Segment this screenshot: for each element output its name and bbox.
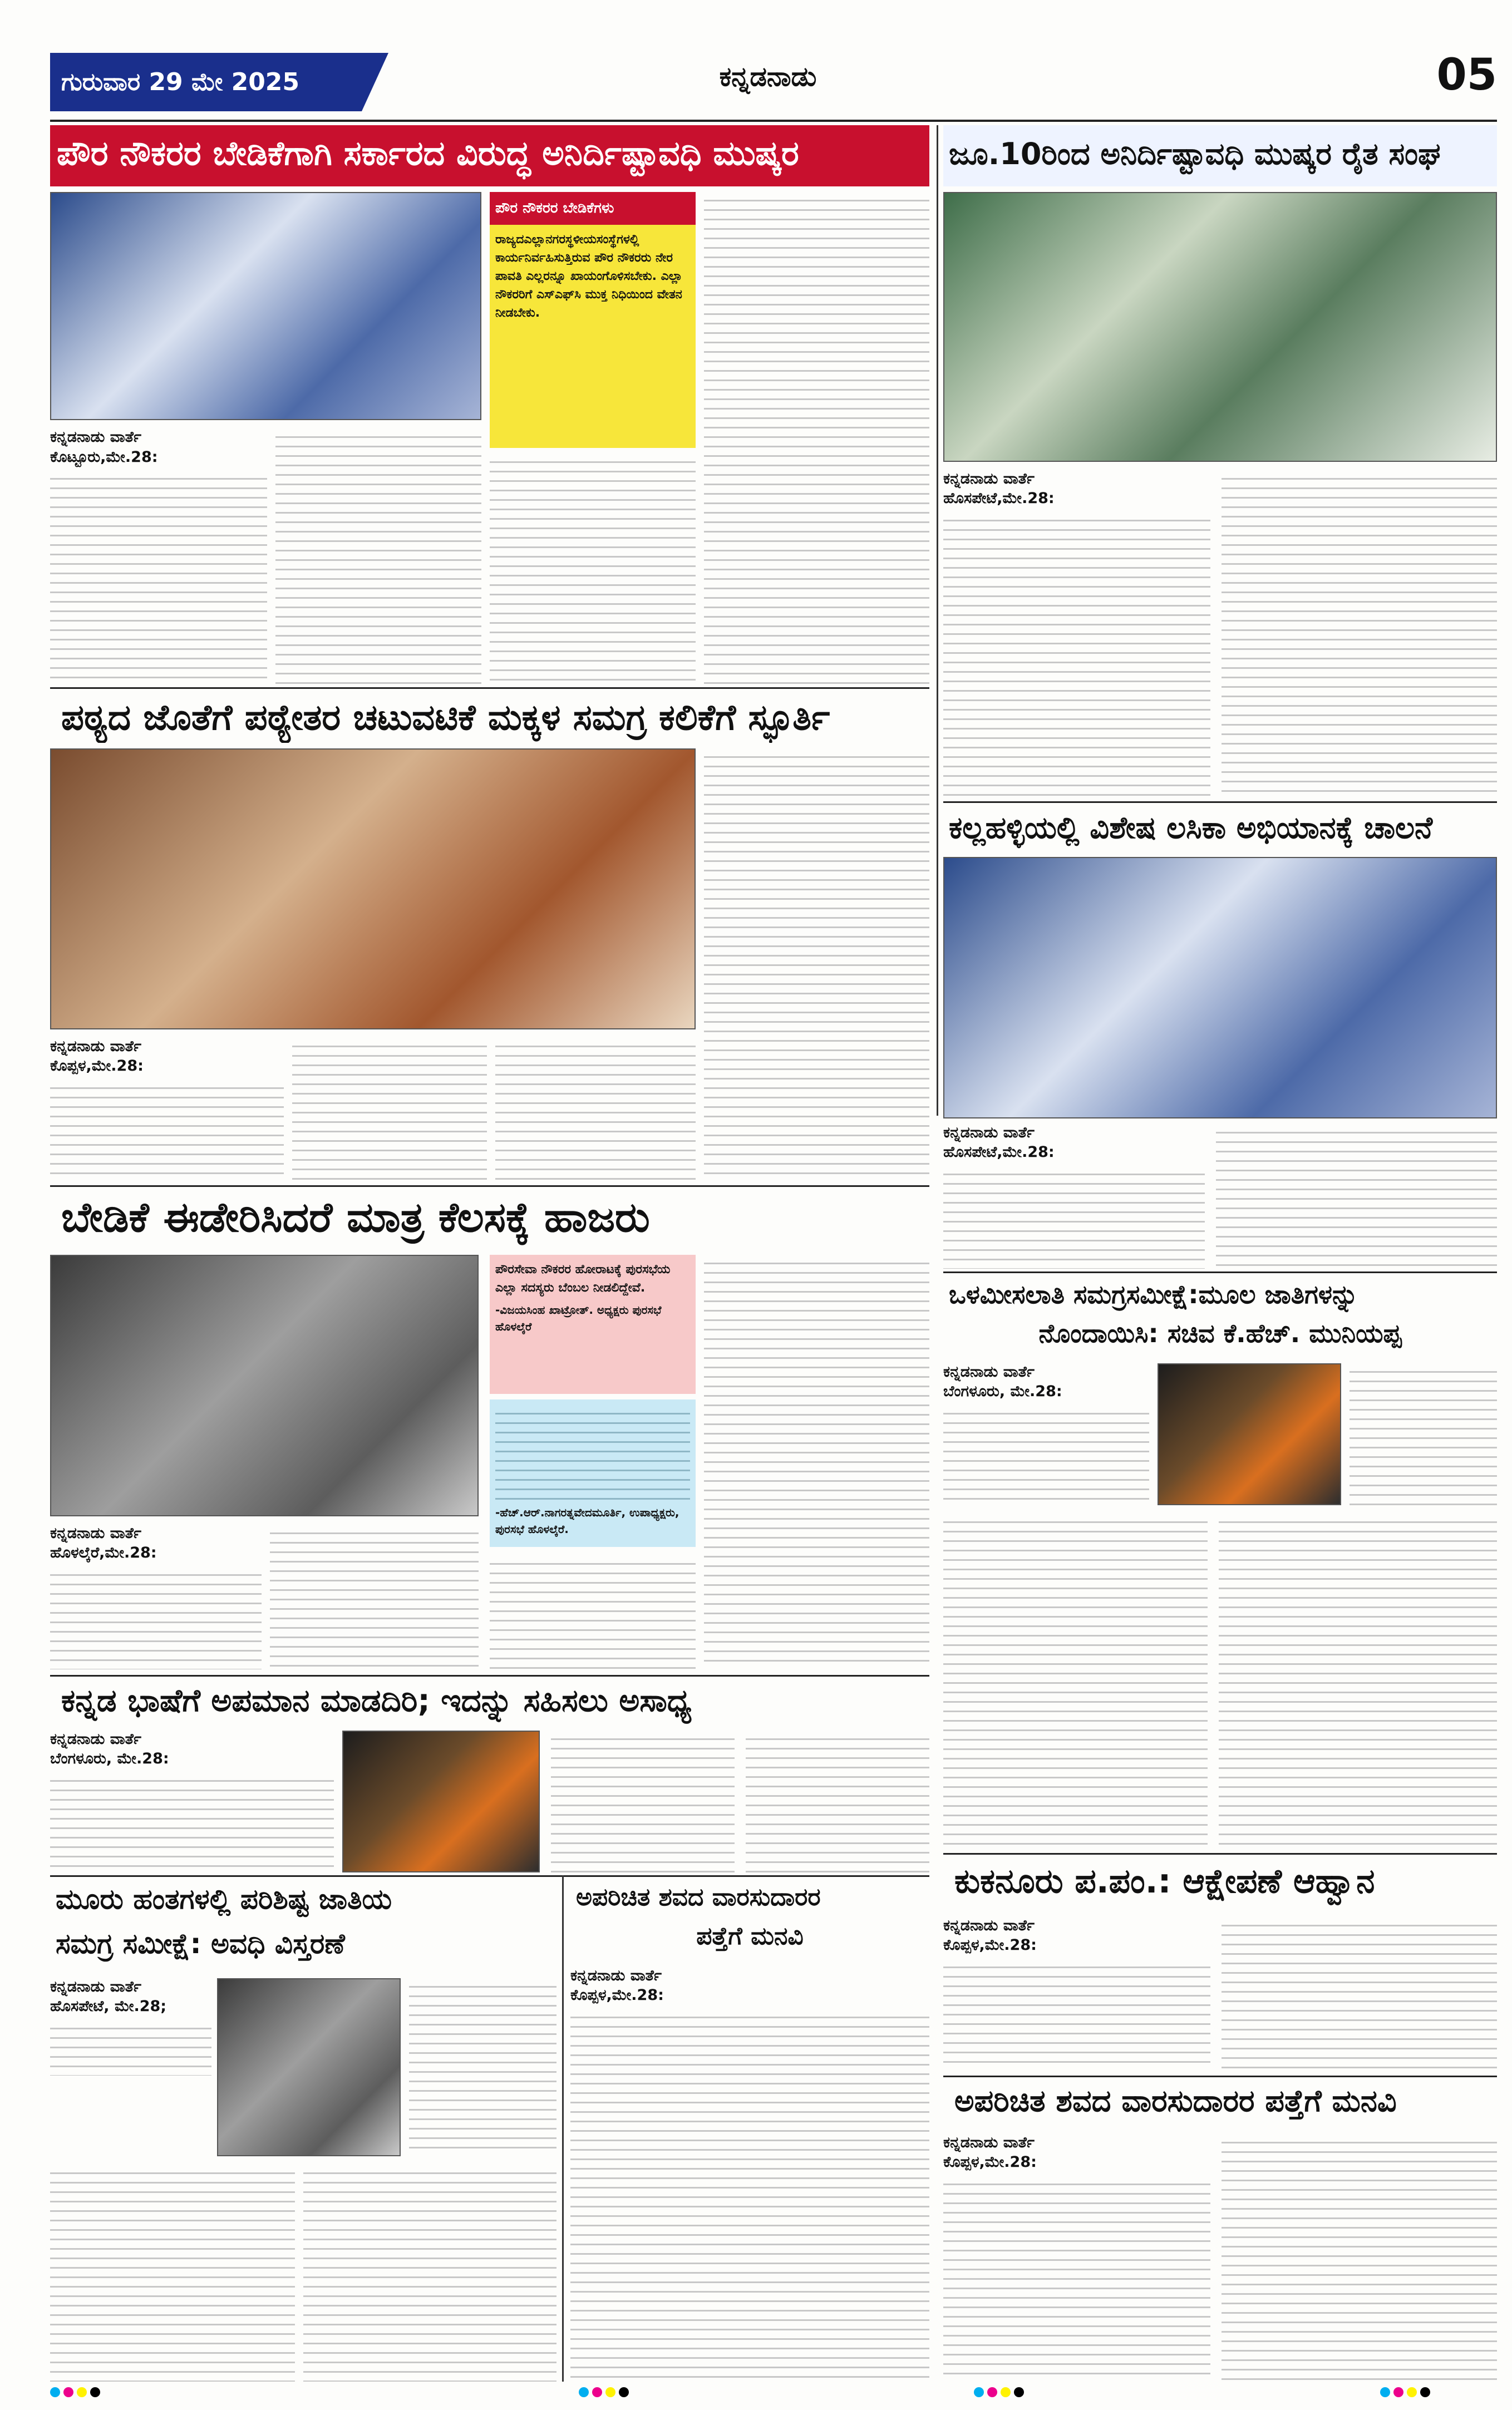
- story10-headline-line1: ಅಪರಿಚಿತ ಶವದ ವಾರಸುದಾರರ: [576, 1883, 821, 1911]
- print-registration-marks: [0, 2387, 1512, 2404]
- story3-body-col4: [704, 748, 929, 1180]
- story5-headline: ಬೇಡಿಕೆ ಈಡೇರಿಸಿದರೆ ಮಾತ್ರ ಕೆಲಸಕ್ಕೆ ಹಾಜರು: [61, 1194, 650, 1241]
- story3-headline: ಪಠ್ಯದ ಜೊತೆಗೆ ಪಠ್ಯೇತರ ಚಟುವಟಿಕೆ ಮಕ್ಕಳ ಸಮಗ್ರ ಕಲಿಕೆಗೆ ಸ್ಫೂರ್ತಿ: [61, 697, 830, 738]
- story11-body-col2: [1222, 2134, 1497, 2382]
- column-divider: [937, 125, 938, 1116]
- story7-byline: ಕನ್ನಡನಾಡು ವಾರ್ತೆ: [50, 1731, 141, 1748]
- story2-photo: [943, 192, 1497, 462]
- story9-body-col2b: [303, 2165, 556, 2382]
- story1-dateline: ಕೊಟ್ಟೂರು,ಮೇ.28:: [50, 449, 158, 466]
- story2-body-col1: [943, 512, 1210, 799]
- story7-body-col2: [551, 1731, 735, 1872]
- story11-dateline: ಕೊಪ್ಪಳ,ಮೇ.28:: [943, 2153, 1037, 2171]
- story7-photo: [342, 1731, 540, 1872]
- story9-byline: ಕನ್ನಡನಾಡು ವಾರ್ತೆ: [50, 1978, 141, 1995]
- story3-byline: ಕನ್ನಡನಾಡು ವಾರ್ತೆ: [50, 1038, 141, 1055]
- story1-photo: [50, 192, 481, 420]
- story7-dateline: ಬೆಂಗಳೂರು, ಮೇ.28:: [50, 1750, 169, 1767]
- story5-byline: ಕನ್ನಡನಾಡು ವಾರ್ತೆ: [50, 1525, 141, 1542]
- story9-body-col2: [409, 1978, 556, 2156]
- story11-headline: ಅಪರಿಚಿತ ಶವದ ವಾರಸುದಾರರ ಪತ್ತೆಗೆ ಮನವಿ: [954, 2083, 1397, 2118]
- story10-dateline: ಕೊಪ್ಪಳ,ಮೇ.28:: [570, 1987, 664, 2004]
- story10-headline-line2: ಪತ್ತೆಗೆ ಮನವಿ: [696, 1922, 804, 1950]
- story9-photo: [217, 1978, 401, 2156]
- masthead-rule: [50, 120, 1497, 122]
- story5-quote2: [490, 1399, 696, 1547]
- story6-headline-line2: ನೊಂದಾಯಿಸಿ: ಸಚಿವ ಕೆ.ಹೆಚ್. ಮುನಿಯಪ್ಪ: [1038, 1318, 1402, 1348]
- story5-body-col4: [704, 1255, 929, 1669]
- story4-byline: ಕನ್ನಡನಾಡು ವಾರ್ತೆ: [943, 1124, 1035, 1141]
- story1-body-col2: [275, 428, 481, 684]
- story6-body-col1a: [943, 1405, 1149, 1505]
- column-divider-2: [562, 1875, 564, 2382]
- story5-quote1-text: ಪೌರಸೇವಾ ನೌಕರರ ಹೋರಾಟಕ್ಕೆ ಪುರಸಭೆಯ ಎಲ್ಲಾ ಸದಸ್ಯರು ಬೆಂಬಲ ನೀಡಲಿದ್ದೇವೆ.: [495, 1263, 671, 1295]
- story7-body-col3: [746, 1731, 929, 1872]
- story1-demands-box: [490, 192, 696, 448]
- story5-dateline: ಹೊಳಲ್ಕೆರೆ,ಮೇ.28:: [50, 1544, 157, 1561]
- newspaper-name: ಕನ್ನಡನಾಡು: [719, 61, 817, 92]
- story5-quote1-author: -ವಿಜಯಸಿಂಹ ಖಾಟ್ರೋತ್‌. ಅಧ್ಯಕ್ಷರು ಪುರಸಭೆ ಹೊಳಲ್ಕೆರೆ: [495, 1303, 662, 1333]
- story7-body-col1: [50, 1772, 334, 1872]
- story8-headline: ಕುಕನೂರು ಪ.ಪಂ.: ಆಕ್ಷೇಪಣೆ ಆಹ್ವಾನ: [954, 1862, 1375, 1901]
- story5-quote1: [490, 1255, 696, 1394]
- story9-dateline: ಹೊಸಪೇಟೆ, ಮೇ.28;: [50, 1998, 167, 2015]
- story2-headline: ಜೂ.10ರಿಂದ ಅನಿರ್ದಿಷ್ಟಾವಧಿ ಮುಷ್ಕರ ರೈತ ಸಂಘ: [943, 125, 1497, 186]
- page-number: 05: [1436, 50, 1497, 100]
- story6-photo: [1158, 1363, 1341, 1505]
- date-bar: [50, 53, 362, 111]
- story3-dateline: ಕೊಪ್ಪಳ,ಮೇ.28:: [50, 1057, 144, 1075]
- story3-body-col3: [495, 1038, 696, 1180]
- story3-body-col1: [50, 1080, 284, 1180]
- story9-body-col1b: [50, 2165, 295, 2382]
- story6-headline-line1: ಒಳಮೀಸಲಾತಿ ಸಮಗ್ರಸಮೀಕ್ಷೆ:ಮೂಲ ಜಾತಿಗಳನ್ನು: [949, 1279, 1358, 1309]
- story1-body-col4: [704, 192, 929, 684]
- story4-body-col2: [1216, 1124, 1497, 1269]
- story5-body-col1: [50, 1566, 262, 1669]
- story7-headline: ಕನ್ನಡ ಭಾಷೆಗೆ ಅಪಮಾನ ಮಾಡದಿರಿ; ಇದನ್ನು ಸಹಿಸಲು ಅಸಾಧ್ಯ: [61, 1683, 692, 1719]
- story5-quote2-author: -ಹೆಚ್.ಆರ್.ನಾಗರತ್ನವೇದಮೂರ್ತಿ, ಉಪಾಧ್ಯಕ್ಷರು, ಪುರಸಭೆ ಹೊಳಲ್ಕೆರೆ.: [495, 1506, 679, 1536]
- story9-body-col1a: [50, 2020, 211, 2076]
- story5-photo: [50, 1255, 479, 1516]
- story9-headline-line1: ಮೂರು ಹಂತಗಳಲ್ಲಿ ಪರಿಶಿಷ್ಟ ಜಾತಿಯ: [56, 1883, 392, 1915]
- story8-body-col2: [1222, 1917, 1497, 2070]
- story6-body-col1b: [943, 1514, 1208, 1850]
- story3-body-col2: [292, 1038, 487, 1180]
- story10-byline: ಕನ್ನಡನಾಡು ವಾರ್ತೆ: [570, 1967, 662, 1984]
- story8-dateline: ಕೊಪ್ಪಳ,ಮೇ.28:: [943, 1936, 1037, 1954]
- story2-byline: ಕನ್ನಡನಾಡು ವಾರ್ತೆ: [943, 470, 1035, 487]
- story6-body-col3a: [1350, 1363, 1497, 1505]
- story3-photo: [50, 748, 696, 1029]
- issue-date: ಗುರುವಾರ 29 ಮೇ 2025: [61, 68, 300, 96]
- story1-box-title: ಪೌರ ನೌಕರರ ಬೇಡಿಕೆಗಳು: [490, 192, 696, 225]
- story9-headline-line2: ಸಮಗ್ರ ಸಮೀಕ್ಷೆ: ಅವಧಿ ವಿಸ್ತರಣೆ: [56, 1928, 345, 1960]
- story4-dateline: ಹೊಸಪೇಟೆ,ಮೇ.28:: [943, 1144, 1055, 1161]
- story4-photo: [943, 857, 1497, 1118]
- story8-byline: ಕನ್ನಡನಾಡು ವಾರ್ತೆ: [943, 1917, 1035, 1934]
- story5-body-col3: [490, 1555, 696, 1669]
- story6-byline: ಕನ್ನಡನಾಡು ವಾರ್ತೆ: [943, 1363, 1035, 1381]
- story11-byline: ಕನ್ನಡನಾಡು ವಾರ್ತೆ: [943, 2134, 1035, 2151]
- story4-headline: ಕಲ್ಲಹಳ್ಳಿಯಲ್ಲಿ ವಿಶೇಷ ಲಸಿಕಾ ಅಭಿಯಾನಕ್ಕೆ ಚಾಲನೆ: [949, 810, 1433, 845]
- story1-box-text: ರಾಜ್ಯದಎಲ್ಲಾನಗರಸ್ಥಳೀಯಸಂಸ್ಥೆಗಳಲ್ಲಿ ಕಾರ್ಯನಿರ್ವಹಿಸುತ್ತಿರುವ ಪೌರ ನೌಕರರು ನೇರ ಪಾವತಿ ಎಲ್ಲರನ್ನೂ ಖಾಯಂಗೊಳಿಸಬೇಕು. ಎಲ್ಲಾ ನೌಕರರಿಗೆ ಎಸ್‌ಎಫ್‌ಸಿ ಮುಕ್ತ ನಿಧಿಯಿಂದ ವೇತನ ನೀಡಬೇಕು.: [495, 233, 683, 320]
- story2-dateline: ಹೊಸಪೇಟೆ,ಮೇ.28:: [943, 490, 1055, 507]
- story1-body-col3: [490, 454, 696, 684]
- story2-body-col2: [1222, 470, 1497, 799]
- story1-headline: ಪೌರ ನೌಕರರ ಬೇಡಿಕೆಗಾಗಿ ಸರ್ಕಾರದ ವಿರುದ್ಧ ಅನಿರ್ದಿಷ್ಟಾವಧಿ ಮುಷ್ಕರ: [50, 125, 929, 186]
- story11-body-col1: [943, 2176, 1210, 2382]
- story1-byline: ಕನ್ನಡನಾಡು ವಾರ್ತೆ: [50, 428, 141, 446]
- story1-body-col1: [50, 470, 267, 684]
- story6-dateline: ಬೆಂಗಳೂರು, ಮೇ.28:: [943, 1383, 1062, 1400]
- story8-body-col1: [943, 1959, 1210, 2070]
- story6-body-col2b: [1219, 1514, 1497, 1850]
- story5-body-col2: [270, 1525, 479, 1669]
- story10-body: [570, 2009, 929, 2382]
- story4-body-col1: [943, 1166, 1205, 1269]
